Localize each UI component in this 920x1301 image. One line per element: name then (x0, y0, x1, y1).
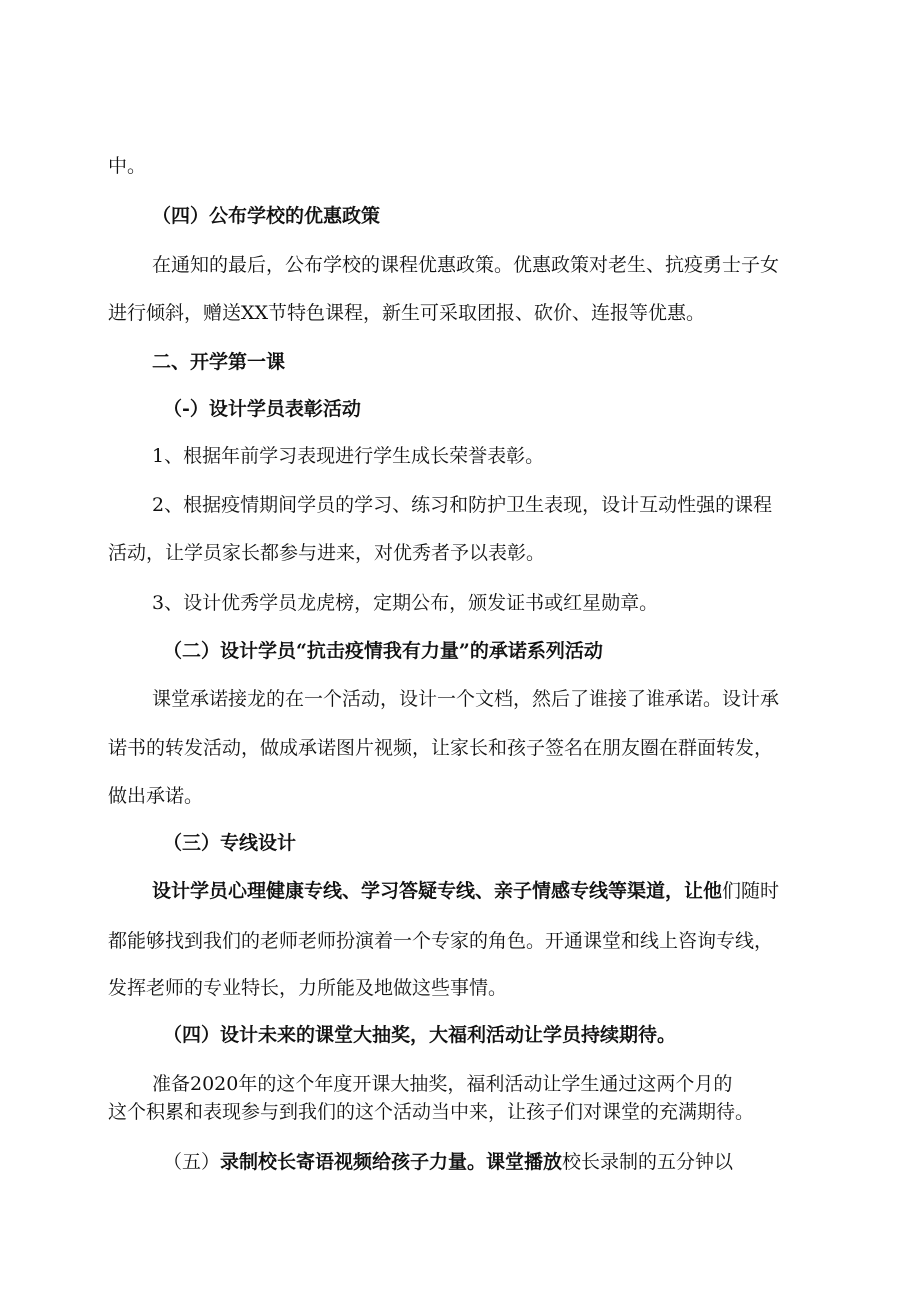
section-heading: （三）专线设计 (163, 832, 297, 854)
text-run: 校长录制的五分钟以 (562, 1151, 734, 1173)
text-line: 活动，让学员家长都参与进来，对优秀者予以表彰。 (108, 542, 546, 564)
text-line (152, 879, 779, 903)
bold-run: 设计学员心理健康专线、学习答疑专线、亲子情感专线等渠道，让他 (152, 880, 723, 902)
text-run: 们随时 (722, 880, 780, 902)
text-line (163, 1150, 733, 1174)
text-line: 在通知的最后，公布学校的课程优惠政策。优惠政策对老生、抗疫勇士子女 (152, 254, 780, 276)
section-heading: （四）设计未来的课堂大抽奖，大福利活动让学员持续期待。 (163, 1024, 677, 1046)
text-line: 发挥老师的专业特长，力所能及地做这些事情。 (108, 977, 508, 999)
text-line: 3、设计优秀学员龙虎榜，定期公布，颁发证书或红星勋章。 (152, 592, 659, 614)
text-line: 诺书的转发活动，做成承诺图片视频，让家长和孩子签名在朋友圈在群面转发， (108, 737, 774, 759)
text-run: （五） (163, 1151, 221, 1173)
text-line: 课堂承诺接龙的在一个活动，设计一个文档，然后了谁接了谁承诺。设计承 (152, 688, 780, 710)
text-line: 做出承诺。 (108, 785, 204, 807)
text-line: 中。 (108, 155, 147, 177)
text-line: 1、根据年前学习表现进行学生成长荣誉表彰。 (152, 445, 545, 467)
section-heading: （四）公布学校的优惠政策 (152, 205, 381, 227)
text-line: 2、根据疫情期间学员的学习、练习和防护卫生表现，设计互动性强的课程 (152, 494, 773, 516)
bold-run: 录制校长寄语视频给孩子力量。课堂播放 (220, 1151, 563, 1173)
section-heading: （-）设计学员表彰活动 (163, 398, 361, 420)
text-line: 准备2020年的这个年度开课大抽奖，福利活动让学生通过这两个月的 (152, 1073, 733, 1095)
section-heading: 二、开学第一课 (152, 351, 286, 373)
text-line: 进行倾斜，赠送XX节特色课程，新生可采取团报、砍价、连报等优惠。 (108, 302, 706, 324)
section-heading: （二）设计学员“抗击疫情我有力量”的承诺系列活动 (163, 640, 603, 662)
text-line: 都能够找到我们的老师老师扮演着一个专家的角色。开通课堂和线上咨询专线， (108, 930, 774, 952)
text-line: 这个积累和表现参与到我们的这个活动当中来，让孩子们对课堂的充满期待。 (108, 1101, 755, 1123)
